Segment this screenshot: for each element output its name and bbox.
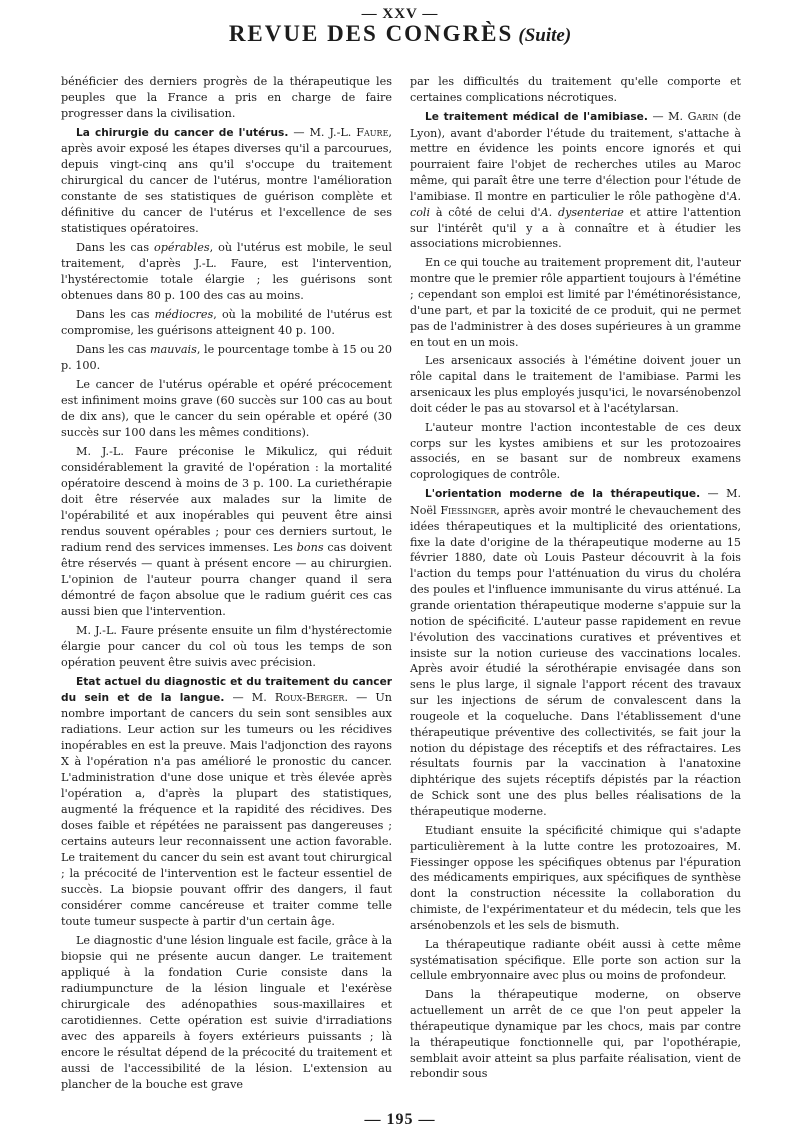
paragraph: Les arsenicaux associés à l'émétine doivent jouer un rôle capital dans le traitement de l'amibiase. Parmi les arsenicaux les plus employés jusqu'ici, le novarsénobenzol doit céder le pas au stovarsol et à l'acétylarsan. — [410, 354, 741, 415]
text: Dans les cas — [76, 308, 155, 321]
paragraph: M. J.-L. Faure présente ensuite un film d'hystérectomie élargie pour cancer du col où tous les temps de son opération peuvent être suivis avec précision. — [61, 624, 392, 669]
text: cas doivent être réservés — quant à présent encore — au chirurgien. L'opinion de l'auteur pourra changer quand il sera démontré de façon absolue que le radium guérit ces cas aussi bien que l'intervention. — [61, 541, 393, 618]
section-text: (de Lyon), avant d'aborder l'étude du traitement, s'attache à mettre en évidence les points encore ignorés et qui pourraient faire l'objet de recherches utiles au Maroc même, qui paraît être une terre d'élection pour l'étude de l'amibiase. Il montre en particulier le rôle pathogène d' — [410, 109, 741, 203]
paragraph: bénéficier des derniers progrès de la thérapeutique les peuples que la France a pris en charge de faire progresser dans la civilisation. — [61, 75, 392, 120]
text: , où la mobilité de l'utérus est compromise, les guérisons atteignent 40 p. 100. — [61, 308, 392, 337]
right-column — [410, 74, 741, 1085]
page-number: — 195 — — [364, 1111, 436, 1128]
running-header — [0, 21, 800, 47]
section-text: et attire l'attention sur l'intérêt qu'il y a à connaître et à étudier les associations microbiennes. — [410, 205, 742, 251]
author-name: Faure — [356, 126, 389, 139]
emphasis: A. dysenteriae — [540, 205, 624, 219]
left-column — [61, 74, 392, 1096]
emphasis: médiocres — [154, 308, 214, 321]
emphasis: bons — [296, 541, 324, 554]
journal-section-title: REVUE DES CONGRÈS — [228, 21, 514, 46]
emphasis: opérables — [153, 241, 210, 254]
author-name: Garin — [687, 109, 719, 123]
title-suite: (Suite) — [518, 25, 572, 46]
author-prefix: — M. J.-L. — [288, 126, 357, 139]
author-prefix: — M. Noël — [410, 487, 741, 517]
paragraph: L'auteur montre l'action incontestable de ces deux corps sur les kystes amibiens et sur les protozoaires associés, en se basant sur de nombreux examens coprologiques de contrôle. — [410, 420, 741, 482]
section-text: à côté de celui d' — [430, 205, 541, 219]
text: , où l'utérus est mobile, le seul traitement, d'après J.-L. Faure, est l'intervention, l'hystérectomie totale élargie ; les guérisons sont obtenues dans 80 p. 100 des cas au moins. — [61, 241, 392, 302]
section-chirurgie-cancer-uterus — [61, 125, 392, 237]
paragraph: Etudiant ensuite la spécificité chimique qui s'adapte particulièrement à la lutte contre les protozoaires, M. Fiessinger oppose les spécifiques obtenus par l'épuration des médicaments empiriques, aux spécifiques de synthèse dont la construction nécessite la collaboration du chimiste, de l'expérimentateur et du médecin, tels que les arsénobenzols et les sels de bismuth. — [410, 823, 741, 932]
roman-page-number: — XXV — — [361, 6, 439, 22]
paragraph: Dans la thérapeutique moderne, on observe actuellement un arrêt de ce que l'on peut appeler la thérapeutique dynamique par les chocs, mais par contre la thérapeutique fonctionnelle qui, par l'opothérapie, semblait avoir atteint sa plus parfaite réalisation, vient de rebondir sous — [410, 988, 741, 1081]
section-heading: L'orientation moderne de la thérapeutique. — [425, 488, 701, 501]
section-cancer-sein-langue — [61, 674, 392, 930]
section-orientation-therapeutique — [410, 486, 741, 820]
author-prefix: — M. — [647, 109, 688, 123]
section-heading: La chirurgie du cancer de l'utérus. — [76, 127, 289, 139]
section-heading: Etat actuel du diagnostic et du traitement du cancer du sein et de la langue. — [61, 676, 392, 704]
paragraph: La thérapeutique radiante obéit aussi à cette même systématisation spécifique. Elle porte son action sur la cellule embryonnaire avec plus ou moins de profondeur. — [410, 937, 741, 983]
paragraph — [61, 307, 392, 339]
text: , le pourcentage tombe à 15 ou 20 p. 100. — [61, 343, 393, 372]
paragraph — [61, 342, 392, 374]
paragraph: En ce qui touche au traitement proprement dit, l'auteur montre que le premier rôle appartient toujours à l'émétine ; cependant son emploi est limité par l'émétinorésistance, d'une part, et par la toxicité de ce produit, qui ne permet pas de l'administrer à des doses supérieures à un gramme en tout en un mois. — [410, 256, 741, 349]
section-heading: Le traitement médical de l'amibiase. — [425, 110, 648, 123]
text: Dans les cas — [76, 343, 151, 356]
section-text: . — Un nombre important de cancers du sein sont sensibles aux radiations. Leur action sur les tumeurs ou les récidives inopérables en est la preuve. Mais l'adjonction des rayons X à l'opération n'a pas amélioré le pronostic du cancer. L'administration d'une dose unique et très élevée après l'opération a, d'après la plupart des statistiques, augmenté la fréquence et la rapidité des récidives. Des doses faible et répétées ne paraissent pas dangereuses ; certains auteurs leur reconnaissent une action favorable. Le traitement du cancer du sein est avant tout chirurgical ; la précocité de l'intervention est le facteur essentiel de succès. La biopsie pouvant offrir des dangers, il faut considérer comme cancéreuse et traiter comme telle toute tumeur suspecte à partir d'un certain âge. — [61, 691, 393, 928]
section-text: , après avoir montré le chevauchement des idées thérapeutiques et la multiplicité des orientations, fixe la date d'origine de la thérapeutique moderne au 15 février 1880, date où Louis Pasteur découvrit à la fois l'action du temps pour l'atténuation du virus du choléra des poules et l'influence immunisante du virus atténué. La grande orientation thérapeutique moderne s'appuie sur la notion de spécificité. L'auteur passe rapidement en revue l'évolution des vaccinations curatives et préventives et insiste sur la notion curieuse des vaccinations locales. Après avoir étudié la sérothérapie envisagée dans son sens le plus large, il signale l'apport récent des travaux sur les injections de sérum de convalescent dans la rougeole et la coqueluche. Dans l'établissement d'une thérapeutique préventive des collectivités, se fait jour la notion du dépistage des réceptifs et des réfractaires. Les résultats fournis par la vaccination à l'anatoxine diphtérique des sujets réceptifs dépistés par la réaction de Schick sont une des plus belles réalisations de la thérapeutique moderne. — [410, 503, 742, 818]
section-text: , après avoir exposé les étapes diverses qu'il a parcourues, depuis vingt-cinq ans qu'il s'occupe du traitement chirurgical du cancer de l'utérus, montre l'amélioration constante de ses statistiques de guérison complète et définitive du cancer de l'utérus et l'excellence de ses statistiques opératoires. — [61, 126, 392, 235]
emphasis: A. coli — [410, 189, 741, 219]
text: Dans les cas — [76, 241, 154, 254]
text: M. J.-L. Faure préconise le Mikulicz, qui réduit considérablement la gravité de l'opération : la mortalité opératoire descend à moins de 3 p. 100. La curiethérapie doit être réservée aux malades sur la limite de l'opérabilité et aux inopérables qui peuvent être ainsi rendus souvent opérables ; pour ces derniers surtout, le radium rend des services immenses. Les — [61, 445, 392, 554]
paragraph: par les difficultés du traitement qu'elle comporte et certaines complications nécrotiques. — [410, 75, 741, 104]
emphasis: mauvais — [150, 343, 197, 356]
paragraph: Le cancer de l'utérus opérable et opéré précocement est infiniment moins grave (60 succès sur 100 cas au bout de dix ans), que le cancer du sein opérable et opéré (30 succès sur 100 dans les mêmes conditions). — [61, 378, 392, 439]
section-traitement-amibiase — [410, 109, 741, 253]
author-name: Fiessinger — [440, 503, 497, 517]
author-prefix: — M. — [224, 691, 275, 704]
author-name: Roux-Berger — [274, 691, 345, 704]
paragraph — [61, 240, 392, 304]
paragraph: Le diagnostic d'une lésion linguale est facile, grâce à la biopsie qui ne présente aucun danger. Le traitement appliqué à la fondation Curie consiste dans la radiumpuncture de la lésion linguale et l'exérèse chirurgicale des adénopathies sous-maxillaires et carotidiennes. Cette opération est suivie d'irradiations avec des appareils à foyers extérieurs puissants ; là encore le résultat dépend de la précocité du traitement et aussi de l'accessibilité de la lésion. L'extension au plancher de la bouche est grave — [61, 934, 392, 1091]
paragraph — [61, 444, 392, 620]
